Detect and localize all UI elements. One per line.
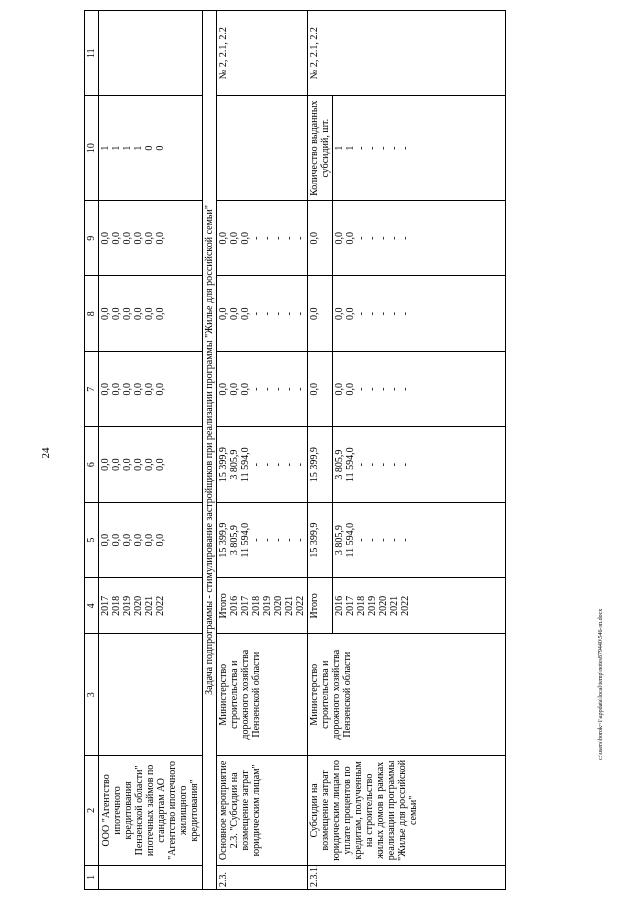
stack-value: 2016: [334, 595, 345, 616]
stack-value: 2022: [400, 595, 411, 616]
total-col9: 0,0: [308, 201, 333, 276]
stack-value: 0,0: [133, 232, 144, 245]
table-row: [308, 11, 333, 890]
stack-value: 2018: [251, 595, 262, 616]
stack-value: 11 594,0: [240, 522, 251, 558]
stack-value: 2022: [155, 595, 166, 616]
page-number: 24: [40, 447, 52, 459]
header-cell-1: 1: [85, 865, 99, 889]
header-cell-10: 10: [85, 96, 99, 201]
stack-value: -: [378, 387, 389, 391]
stack-value: 0,0: [229, 382, 240, 396]
col6-values: [99, 427, 203, 502]
stack-value: 0,0: [111, 458, 122, 471]
stack-value: 1: [334, 145, 345, 151]
stack-value: -: [262, 236, 273, 240]
stack-value: -: [389, 538, 400, 542]
stack-value: 0,0: [100, 458, 111, 471]
stack-value: 2019: [262, 595, 273, 616]
stack-value: -: [284, 538, 295, 542]
stack-value: 0,0: [155, 307, 166, 320]
stack-value: -: [356, 538, 367, 542]
stack-value: 3 805,9: [229, 449, 240, 480]
col10-cell: [217, 96, 308, 201]
stack-value: 2019: [122, 595, 133, 616]
stack-value: 2021: [144, 595, 155, 616]
stack-value: -: [389, 312, 400, 316]
stack-value: 3 805,9: [334, 525, 345, 556]
stack-value: 0,0: [122, 533, 133, 547]
col7-values: [333, 351, 506, 426]
stack-value: -: [356, 387, 367, 391]
stack-value: 0,0: [334, 232, 345, 245]
stack-value: 0,0: [229, 307, 240, 320]
stack-value: 0,0: [100, 307, 111, 320]
header-row: [85, 11, 99, 890]
stack-value: 0,0: [144, 382, 155, 396]
col11-reference: № 2, 2.1, 2.2: [308, 11, 506, 96]
col9-values: [217, 201, 308, 276]
total-col8: 0,0: [308, 276, 333, 351]
stack-value: 2017: [240, 595, 251, 616]
col9-values: [333, 201, 506, 276]
stack-value: 0,0: [122, 307, 133, 320]
years-cell: [217, 578, 308, 634]
col7-values: [99, 351, 203, 426]
row-number: 2.3.1.: [308, 865, 506, 889]
stack-value: -: [400, 146, 411, 150]
stack-value: -: [356, 462, 367, 467]
stack-value: -: [273, 538, 284, 542]
row-executor: Министерство строительства и дорожного хозяйства Пензенской области: [217, 634, 308, 756]
stack-value: 0: [155, 145, 166, 151]
stack-value: -: [262, 387, 273, 391]
stack-value: -: [356, 312, 367, 316]
stack-value: 2017: [345, 595, 356, 616]
stack-value: -: [378, 462, 389, 467]
stack-value: -: [367, 236, 378, 240]
stack-value: 0,0: [144, 533, 155, 547]
stack-value: 2020: [378, 595, 389, 616]
stack-value: 2020: [133, 595, 144, 616]
stack-value: -: [367, 462, 378, 467]
stack-value: 0: [144, 145, 155, 151]
row-executor: Министерство строительства и дорожного хозяйства Пензенской области: [308, 634, 506, 756]
stack-value: -: [295, 387, 306, 391]
task-title: Задача подпрограммы - стимулирование застройщиков при реализации программы "Жилье для российской семьи": [203, 11, 217, 890]
col6-values: [333, 427, 506, 502]
stack-value: 0,0: [345, 232, 356, 245]
table-row: [217, 11, 308, 890]
col10-values: [333, 96, 506, 201]
stack-value: -: [389, 236, 400, 240]
stack-value: -: [367, 312, 378, 316]
task-row: [203, 11, 217, 890]
stack-value: 2019: [367, 595, 378, 616]
stack-value: 0,0: [334, 307, 345, 320]
stack-value: -: [262, 538, 273, 542]
row-name: Основное мероприятие 2.3. "Субсидии на возмещение затрат юридическим лицам": [217, 756, 308, 866]
stack-value: -: [273, 236, 284, 240]
col5-values: [217, 502, 308, 577]
header-cell-6: 6: [85, 427, 99, 502]
col8-values: [333, 276, 506, 351]
stack-value: 0,0: [100, 533, 111, 547]
stack-value: -: [284, 462, 295, 467]
stack-value: 2018: [111, 595, 122, 616]
cell-num: [99, 865, 203, 889]
stack-value: -: [284, 236, 295, 240]
header-cell-11: 11: [85, 11, 99, 96]
stack-value: 0,0: [240, 232, 251, 245]
stack-value: 0,0: [111, 533, 122, 547]
header-cell-8: 8: [85, 276, 99, 351]
stack-value: -: [273, 387, 284, 391]
stack-value: -: [400, 387, 411, 391]
stack-value: -: [251, 462, 262, 467]
stack-value: 0,0: [133, 307, 144, 320]
stack-value: 2021: [389, 595, 400, 616]
total-col7: 0,0: [308, 351, 333, 426]
stack-value: 0,0: [122, 232, 133, 245]
stack-value: -: [295, 462, 306, 467]
stack-value: 15 399,9: [218, 522, 229, 558]
stack-value: 0,0: [155, 382, 166, 396]
stack-value: -: [400, 462, 411, 467]
stack-value: 0,0: [240, 382, 251, 396]
stack-value: -: [400, 538, 411, 542]
stack-value: Итого: [218, 593, 229, 619]
stack-value: -: [378, 146, 389, 150]
stack-value: -: [400, 236, 411, 240]
stack-value: 0,0: [155, 533, 166, 547]
stack-value: -: [378, 312, 389, 316]
row-number: 2.3.: [217, 865, 308, 889]
stack-value: -: [251, 538, 262, 542]
years-cell: [333, 578, 506, 634]
row-name: Субсидии на возмещение затрат юридическим лицам по уплате процентов по кредитам, полученным на строительство жилых домов в рамках реализации программы "Жилье для российской семьи": [308, 756, 506, 866]
stack-value: 0,0: [240, 307, 251, 320]
stack-value: -: [273, 312, 284, 316]
stack-value: 2020: [273, 595, 284, 616]
header-cell-7: 7: [85, 351, 99, 426]
stack-value: 0,0: [122, 382, 133, 396]
total-label: Итого: [308, 578, 333, 634]
stack-value: 3 805,9: [229, 525, 240, 556]
col8-values: [99, 276, 203, 351]
stack-value: -: [389, 462, 400, 467]
col10-values: [99, 96, 203, 201]
stack-value: 11 594,0: [345, 522, 356, 558]
stack-value: 0,0: [345, 307, 356, 320]
col5-values: [99, 502, 203, 577]
stack-value: -: [262, 312, 273, 316]
stack-value: -: [378, 236, 389, 240]
stack-value: -: [251, 236, 262, 240]
table-row: [99, 11, 203, 890]
stack-value: -: [367, 387, 378, 391]
stack-value: -: [389, 387, 400, 391]
stack-value: 0,0: [133, 382, 144, 396]
indicator-name: Количество выданных субсидий, шт.: [308, 96, 333, 201]
stack-value: 1: [133, 145, 144, 151]
years-cell: [99, 578, 203, 634]
stack-value: -: [262, 462, 273, 467]
stack-value: 2016: [229, 595, 240, 616]
stack-value: 1: [111, 145, 122, 151]
stack-value: 0,0: [218, 382, 229, 396]
stack-value: -: [251, 387, 262, 391]
stack-value: -: [251, 312, 262, 316]
stack-value: 2022: [295, 595, 306, 616]
stack-value: 2018: [356, 595, 367, 616]
col9-values: [99, 201, 203, 276]
total-col5: 15 399,9: [308, 502, 333, 577]
stack-value: 0,0: [122, 458, 133, 471]
col5-values: [333, 502, 506, 577]
stack-value: -: [284, 387, 295, 391]
cell-exec: [99, 634, 203, 756]
footer-file-path: c:\users\borok~1\appdata\local\temp\notes879440\546-зп.docx: [598, 608, 604, 760]
header-cell-3: 3: [85, 634, 99, 756]
stack-value: -: [367, 146, 378, 150]
stack-value: -: [284, 312, 295, 316]
stack-value: 1: [100, 145, 111, 151]
stack-value: -: [273, 462, 284, 467]
header-cell-2: 2: [85, 756, 99, 866]
stack-value: -: [356, 236, 367, 240]
stack-value: 0,0: [100, 382, 111, 396]
stack-value: 2021: [284, 595, 295, 616]
stack-value: 0,0: [144, 232, 155, 245]
stack-value: 1: [122, 145, 133, 151]
stack-value: 0,0: [144, 458, 155, 471]
stack-value: 0,0: [144, 307, 155, 320]
header-cell-4: 4: [85, 578, 99, 634]
header-cell-5: 5: [85, 502, 99, 577]
col11-reference: № 2, 2.1, 2.2: [217, 11, 308, 96]
stack-value: 15 399,9: [218, 447, 229, 483]
total-col6: 15 399,9: [308, 427, 333, 502]
col7-values: [217, 351, 308, 426]
col6-values: [217, 427, 308, 502]
stack-value: 0,0: [133, 533, 144, 547]
rotated-table-container: [84, 10, 589, 890]
stack-value: 1: [345, 145, 356, 151]
org-name-cell: ООО "Агентство ипотечного кредитования Пензенской области" ипотечных займов по стандартам АО "Агентство ипотечного жилищного кредитования": [99, 756, 203, 866]
stack-value: 11 594,0: [240, 447, 251, 482]
stack-value: 0,0: [100, 232, 111, 245]
stack-value: 11 594,0: [345, 447, 356, 482]
stack-value: -: [378, 538, 389, 542]
stack-value: 0,0: [218, 232, 229, 245]
stack-value: 0,0: [111, 382, 122, 396]
header-cell-9: 9: [85, 201, 99, 276]
stack-value: 0,0: [229, 232, 240, 245]
stack-value: 0,0: [218, 307, 229, 320]
stack-value: -: [389, 146, 400, 150]
stack-value: -: [295, 236, 306, 240]
stack-value: 0,0: [111, 307, 122, 320]
stack-value: -: [295, 312, 306, 316]
col11-cell: [99, 11, 203, 96]
col8-values: [217, 276, 308, 351]
stack-value: 0,0: [111, 232, 122, 245]
stack-value: 3 805,9: [334, 449, 345, 480]
stack-value: 2017: [100, 595, 111, 616]
stack-value: 0,0: [155, 232, 166, 245]
stack-value: -: [400, 312, 411, 316]
program-table: [84, 10, 506, 890]
stack-value: -: [356, 146, 367, 150]
stack-value: 0,0: [133, 458, 144, 471]
stack-value: 0,0: [334, 382, 345, 396]
stack-value: 0,0: [345, 382, 356, 396]
stack-value: 0,0: [155, 458, 166, 471]
stack-value: -: [367, 538, 378, 542]
stack-value: -: [295, 538, 306, 542]
